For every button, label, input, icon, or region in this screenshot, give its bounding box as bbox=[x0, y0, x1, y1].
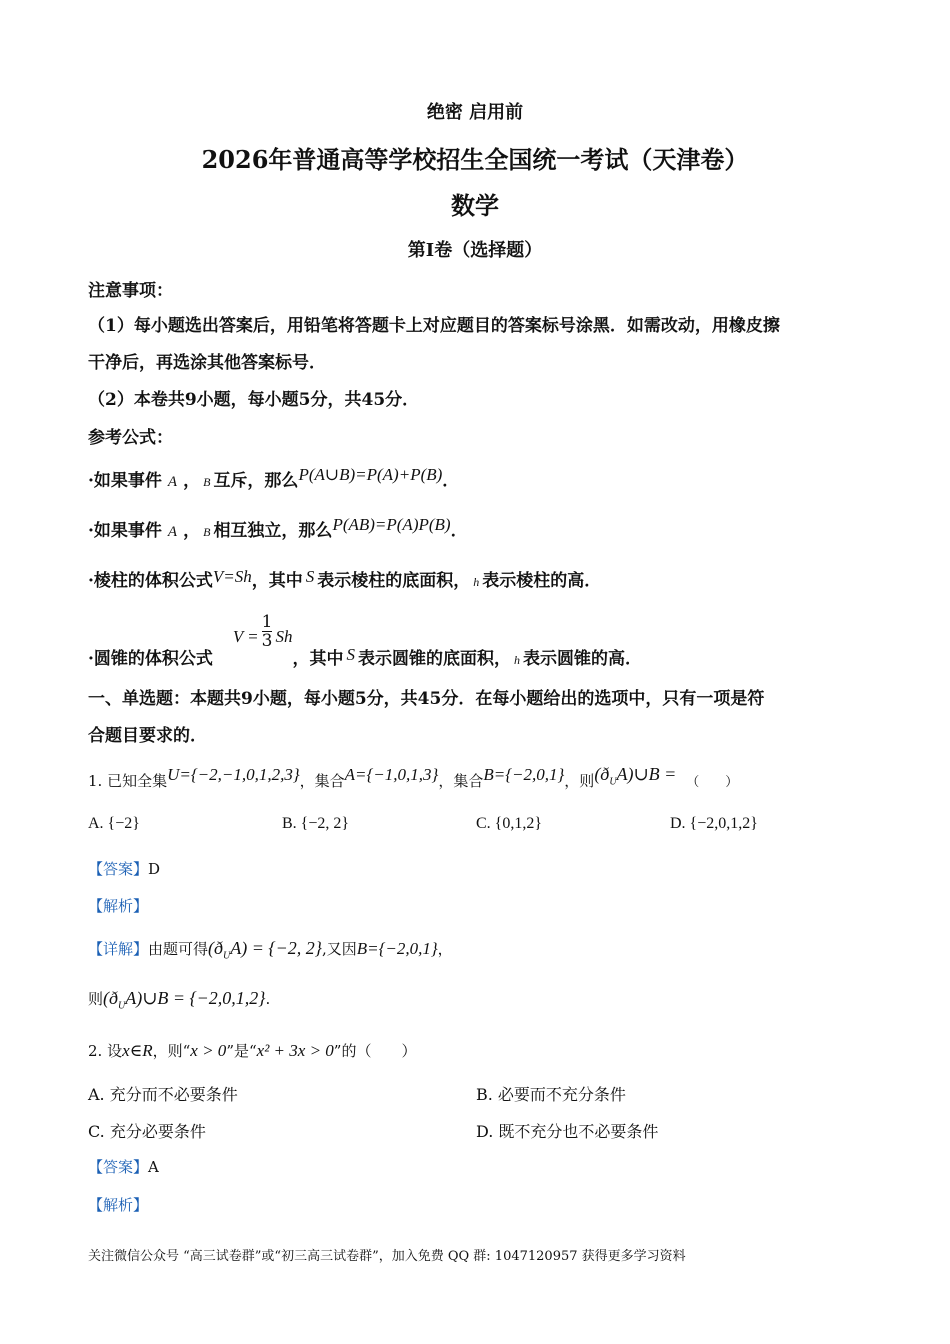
formula-3-h: h bbox=[473, 575, 480, 589]
q2-stem-b: ，则“ bbox=[152, 1042, 191, 1060]
q1-answer bbox=[88, 858, 160, 879]
q1-expr-rest: A)∪B = bbox=[616, 764, 677, 784]
q1-stem-c: ，集合 bbox=[438, 772, 484, 790]
q2-option-a: A. 充分而不必要条件 bbox=[88, 1085, 238, 1104]
subject-title: 数学 bbox=[451, 191, 499, 220]
formula-3-text-3: 表示棱柱的底面积， bbox=[317, 571, 471, 591]
q1-analysis-tag: 【解析】 bbox=[88, 897, 149, 915]
formula-1: ·如果事件 A ， B 互斥，那么P(A∪B)=P(A)+P(B)． bbox=[88, 465, 460, 491]
formula-1-event-a: A bbox=[167, 474, 178, 490]
q1-set-b: B={−2,0,1} bbox=[483, 765, 565, 784]
formula-2-text-1: ·如果事件 bbox=[88, 521, 162, 541]
q1-detail-math-2: B={−2,0,1} bbox=[356, 939, 438, 958]
q2-answer-tag: 【答案】 bbox=[88, 1158, 149, 1176]
formula-3-text-1: ·棱柱的体积公式 bbox=[88, 571, 213, 591]
q1-detail-sub: U bbox=[223, 950, 231, 962]
q1-option-c: C. {0,1,2} bbox=[476, 815, 543, 832]
q1-detail-line-1 bbox=[88, 938, 453, 962]
formula-4-text-4: 表示圆锥的高． bbox=[522, 649, 642, 669]
formula-2-math: P(AB)=P(A)P(B) bbox=[332, 515, 451, 534]
formula-2-event-a: A bbox=[167, 524, 178, 540]
formula-4-fraction bbox=[262, 613, 273, 650]
note-2: （2）本卷共9小题，每小题5分，共45分． bbox=[88, 390, 420, 410]
section-header-line-2: 合题目要求的． bbox=[88, 726, 207, 746]
q2-option-d: D. 既不充分也不必要条件 bbox=[476, 1122, 659, 1141]
q2-option-c: C. 充分必要条件 bbox=[88, 1122, 206, 1141]
q1-stem-a: 1. 已知全集 bbox=[88, 772, 168, 790]
q2-stem-d: ”的（ ） bbox=[333, 1042, 417, 1060]
formula-1-text-2: 互斥，那么 bbox=[213, 471, 299, 491]
formula-4-s: S bbox=[346, 645, 355, 664]
formula-1-event-b: B bbox=[203, 475, 211, 489]
q2-answer-value: A bbox=[148, 1158, 159, 1176]
q2-x-in-r: x∈R bbox=[122, 1041, 153, 1060]
q1-set-a: A={−1,0,1,3} bbox=[344, 765, 439, 784]
formula-4-v: V = bbox=[232, 627, 259, 646]
formula-4-h: h bbox=[513, 653, 520, 667]
q1-detail-math-1 bbox=[208, 938, 322, 962]
section-header-line-1: 一、单选题：本题共9小题，每小题5分，共45分．在每小题给出的选项中，只有一项是符 bbox=[88, 689, 765, 709]
formula-2: ·如果事件 A ， B 相互独立，那么P(AB)=P(A)P(B)． bbox=[88, 515, 468, 541]
q1-detail2-rest: A)∪B = {−2,0,1,2} bbox=[125, 988, 266, 1008]
q1-detail-end: ， bbox=[437, 940, 453, 958]
q1-universal-set: U={−2,−1,0,1,2,3} bbox=[167, 765, 300, 784]
formula-4-sh: Sh bbox=[275, 627, 293, 646]
formula-4 bbox=[88, 612, 642, 678]
q1-detail-text-2: ,又因 bbox=[321, 940, 357, 958]
formula-4-text-1: ·圆锥的体积公式 bbox=[88, 649, 213, 669]
question-1-stem bbox=[88, 764, 739, 794]
q2-option-b: B. 必要而不充分条件 bbox=[476, 1085, 626, 1104]
note-1-line-2: 干净后，再选涂其他答案标号． bbox=[88, 353, 326, 373]
formula-4-text-2: ，其中 bbox=[292, 649, 344, 669]
page-footer: 关注微信公众号 “高三试卷群”或“初三高三试卷群”，加入免费 QQ 群: 1047120957 获得更多学习资料 bbox=[88, 1249, 686, 1264]
note-1-line-1: （1）每小题选出答案后，用铅笔将答题卡上对应题目的答案标号涂黑．如需改动，用橡皮擦 bbox=[88, 316, 780, 336]
formula-2-text-2: 相互独立，那么 bbox=[213, 521, 333, 541]
q2-analysis-tag: 【解析】 bbox=[88, 1196, 149, 1214]
formula-1-text-1: ·如果事件 bbox=[88, 471, 162, 491]
q1-option-b: B. {−2, 2} bbox=[282, 815, 350, 832]
q1-expression bbox=[594, 764, 677, 788]
q1-expr-complement: (ð bbox=[594, 764, 610, 784]
q1-expr-sub: U bbox=[609, 776, 617, 788]
formulas-title: 参考公式： bbox=[88, 428, 173, 448]
q1-detail2-complement: (ð bbox=[103, 988, 119, 1008]
q1-detail-complement: (ð bbox=[208, 938, 224, 958]
q1-option-d: D. {−2,0,1,2} bbox=[670, 815, 758, 832]
secret-label: 绝密 启用前 bbox=[426, 102, 524, 123]
q2-answer bbox=[88, 1156, 159, 1177]
q1-stem-b: ，集合 bbox=[299, 772, 345, 790]
q1-detail-tag: 【详解】 bbox=[88, 940, 149, 958]
q1-paren: （ ） bbox=[686, 775, 739, 790]
q2-stem-c: ”是“ bbox=[226, 1042, 257, 1060]
q2-condition-1: x > 0 bbox=[190, 1041, 227, 1060]
formula-3 bbox=[88, 566, 601, 591]
notes-title: 注意事项： bbox=[88, 281, 173, 301]
q1-detail2-text: 则 bbox=[88, 990, 104, 1008]
formula-4-numerator: 1 bbox=[261, 612, 273, 632]
q1-detail-rest: A) = {−2, 2} bbox=[230, 938, 322, 958]
formula-3-s: S bbox=[305, 567, 315, 586]
formula-3-math: V=Sh bbox=[212, 567, 252, 586]
q1-detail2-sub: U bbox=[118, 1000, 126, 1012]
q1-detail-line-2 bbox=[88, 988, 270, 1012]
volume-title: 第I卷（选择题） bbox=[407, 240, 543, 261]
q2-stem-a: 2. 设 bbox=[88, 1042, 123, 1060]
formula-4-math bbox=[232, 612, 293, 656]
formula-3-text-2: ，其中 bbox=[251, 571, 303, 591]
question-2-stem bbox=[88, 1040, 416, 1061]
q1-answer-value: D bbox=[148, 860, 161, 878]
formula-3-text-4: 表示棱柱的高． bbox=[482, 571, 602, 591]
q1-stem-d: ，则 bbox=[564, 772, 595, 790]
formula-4-denominator: 3 bbox=[261, 631, 273, 651]
q2-condition-2: x² + 3x > 0 bbox=[256, 1041, 334, 1060]
q1-detail2-math bbox=[103, 988, 266, 1012]
q1-answer-tag: 【答案】 bbox=[88, 860, 149, 878]
formula-2-event-b: B bbox=[203, 525, 211, 539]
q1-detail2-end: . bbox=[265, 990, 271, 1008]
formula-4-text-3: 表示圆锥的底面积， bbox=[357, 649, 511, 669]
exam-title: 2026年普通高等学校招生全国统一考试（天津卷） bbox=[201, 145, 749, 174]
formula-1-math: P(A∪B)=P(A)+P(B) bbox=[298, 465, 443, 484]
q1-option-a: A. {−2} bbox=[88, 815, 140, 832]
q1-detail-text: 由题可得 bbox=[148, 940, 209, 958]
